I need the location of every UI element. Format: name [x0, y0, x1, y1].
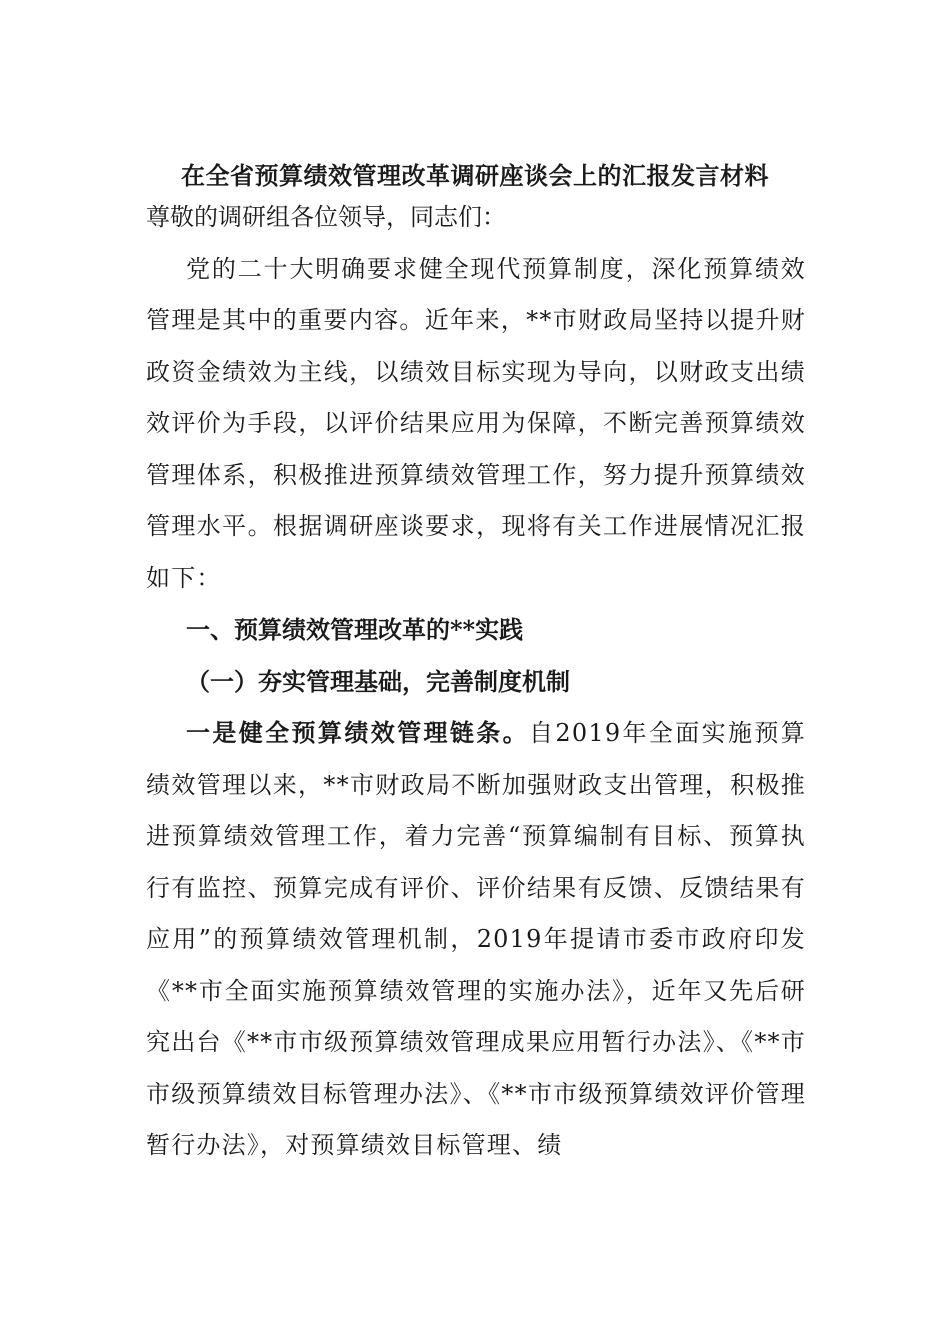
document-body — [146, 192, 806, 1172]
paragraph-lead: 一是健全预算绩效管理链条。 — [186, 718, 530, 747]
paragraph-text: 自2019年全面实施预算绩效管理以来，**市财政局不断加强财政支出管理，积极推进预算绩效管理工作，着力完善“预算编制有目标、预算执行有监控、预算完成有评价、评价结果有反馈、反馈结果有应用”的预算绩效管理机制，2019年提请市委市政府印发《**市全面实施预算绩效管理的实施办法》，近年又先后研究出台《**市市级预算绩效管理成果应用暂行办法》、《**市市级预算绩效目标管理办法》、《**市市级预算绩效评价管理暂行办法》，对预算绩效目标管理、绩 — [146, 719, 806, 1159]
intro-paragraph: 党的二十大明确要求健全现代预算制度，深化预算绩效管理是其中的重要内容。近年来，**市财政局坚持以提升财政资金绩效为主线，以绩效目标实现为导向，以财政支出绩效评价为手段，以评价结果应用为保障，不断完善预算绩效管理体系，积极推进预算绩效管理工作，努力提升预算绩效管理水平。根据调研座谈要求，现将有关工作进展情况汇报如下： — [146, 254, 806, 592]
section-heading: 一、预算绩效管理改革的**实践 — [186, 615, 524, 644]
subsection-heading: （一）夯实管理基础，完善制度机制 — [186, 666, 570, 696]
body-paragraph — [146, 707, 806, 1172]
document-title: 在全省预算绩效管理改革调研座谈会上的汇报发言材料 — [181, 161, 769, 190]
salutation: 尊敬的调研组各位领导，同志们： — [146, 203, 506, 231]
